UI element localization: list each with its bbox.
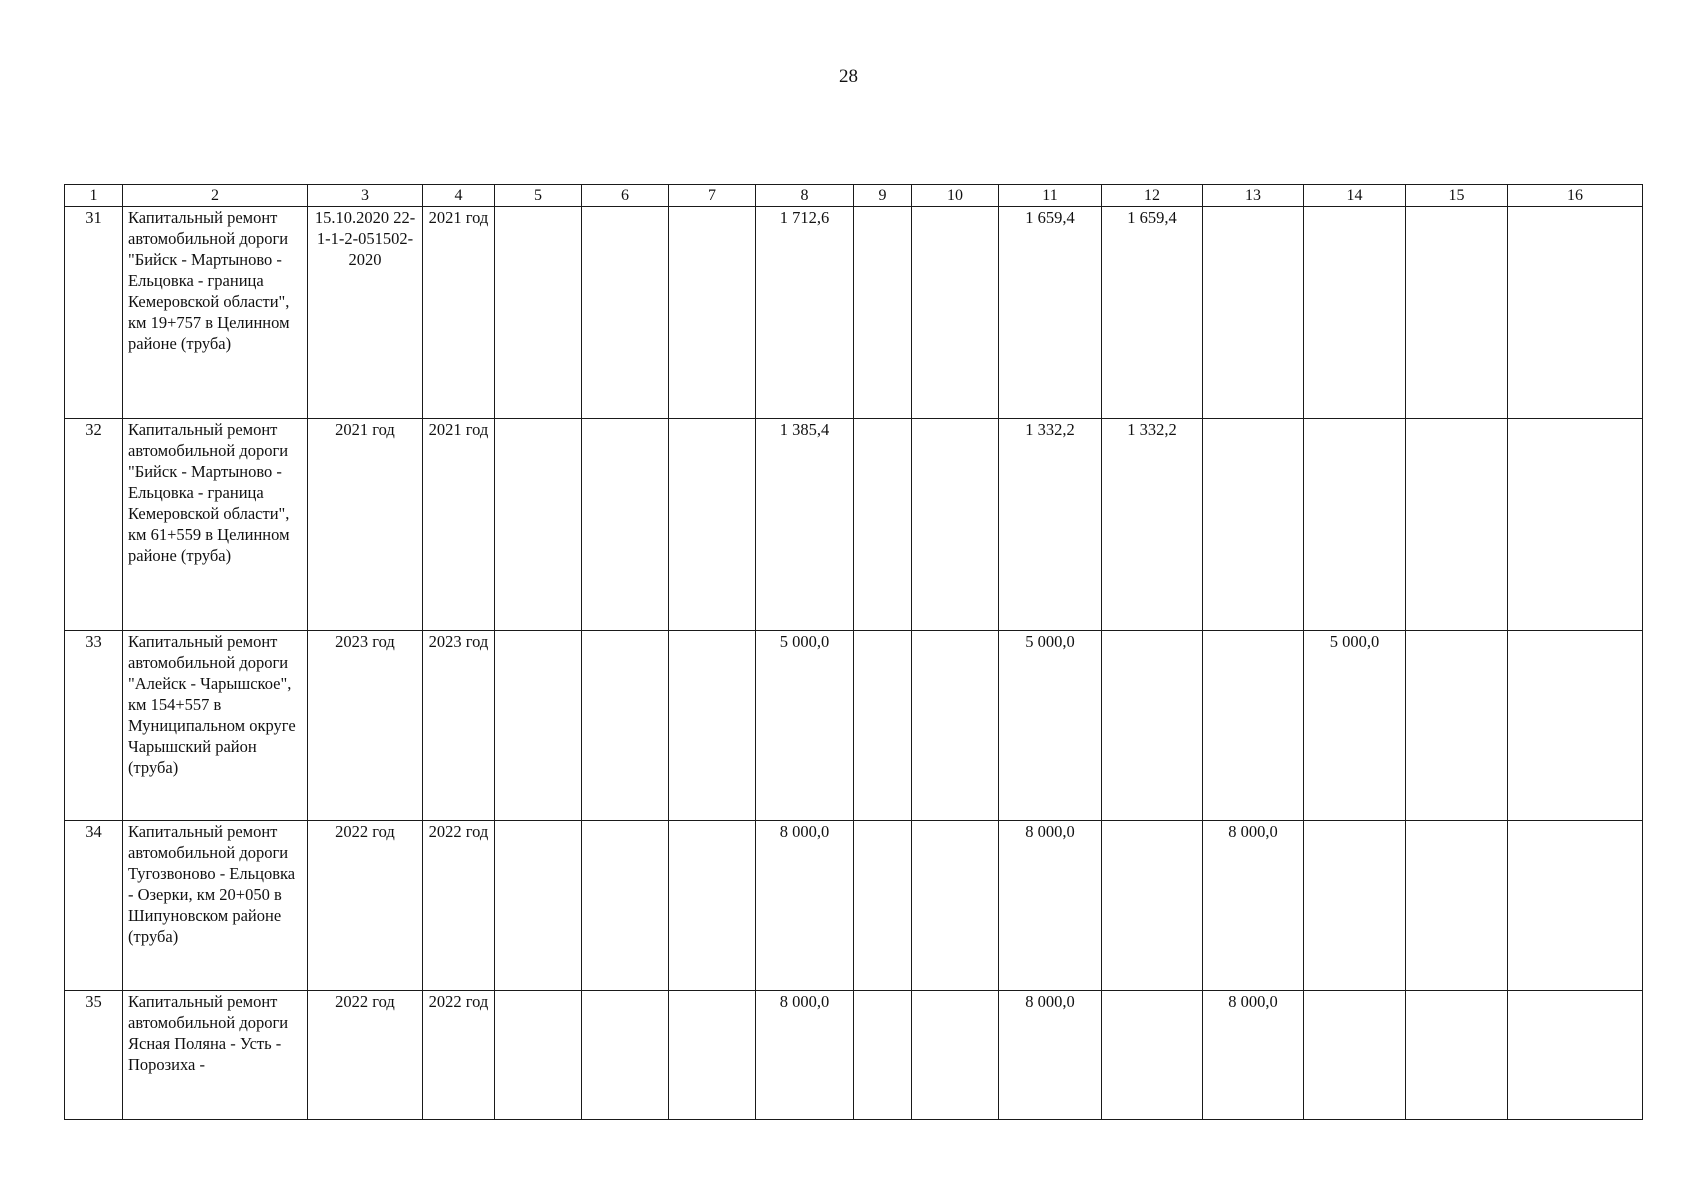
cell-col-15 [1406, 631, 1508, 821]
cell-col-7 [669, 991, 756, 1120]
cell-col-9 [854, 419, 912, 631]
cell-col-15 [1406, 419, 1508, 631]
column-header: 15 [1406, 185, 1508, 207]
row-number: 32 [65, 419, 123, 631]
cell-col-12: 1 659,4 [1102, 207, 1203, 419]
completion-year: 2022 год [423, 991, 495, 1120]
approval-date: 2021 год [308, 419, 423, 631]
cell-col-7 [669, 419, 756, 631]
column-header: 1 [65, 185, 123, 207]
data-table [64, 184, 1643, 1120]
column-header: 2 [123, 185, 308, 207]
cell-col-16 [1508, 631, 1643, 821]
cell-col-13 [1203, 207, 1304, 419]
cell-col-9 [854, 821, 912, 991]
cell-col-12 [1102, 991, 1203, 1120]
cell-col-11: 8 000,0 [999, 821, 1102, 991]
cell-col-10 [912, 207, 999, 419]
cell-col-5 [495, 419, 582, 631]
cell-col-5 [495, 631, 582, 821]
cell-col-14 [1304, 821, 1406, 991]
row-number: 34 [65, 821, 123, 991]
table-row [65, 419, 1643, 631]
cell-col-8: 5 000,0 [756, 631, 854, 821]
cell-col-10 [912, 419, 999, 631]
column-header: 6 [582, 185, 669, 207]
object-name: Капитальный ремонт автомобильной дороги "Бийск - Мартыново - Ельцовка - граница Кемеровской области", км 61+559 в Целинном районе (труба) [123, 419, 308, 631]
column-header: 11 [999, 185, 1102, 207]
cell-col-9 [854, 631, 912, 821]
cell-col-11: 1 332,2 [999, 419, 1102, 631]
cell-col-10 [912, 631, 999, 821]
column-header: 9 [854, 185, 912, 207]
cell-col-12 [1102, 631, 1203, 821]
cell-col-5 [495, 991, 582, 1120]
cell-col-5 [495, 207, 582, 419]
approval-date: 2023 год [308, 631, 423, 821]
row-number: 31 [65, 207, 123, 419]
page-number: 28 [839, 66, 858, 87]
cell-col-10 [912, 821, 999, 991]
column-header: 14 [1304, 185, 1406, 207]
column-header: 7 [669, 185, 756, 207]
cell-col-12: 1 332,2 [1102, 419, 1203, 631]
object-name: Капитальный ремонт автомобильной дороги Ясная Поляна - Усть - Порозиха - [123, 991, 308, 1120]
table-row [65, 821, 1643, 991]
cell-col-7 [669, 207, 756, 419]
table-row [65, 207, 1643, 419]
cell-col-6 [582, 991, 669, 1120]
cell-col-8: 1 385,4 [756, 419, 854, 631]
column-header: 13 [1203, 185, 1304, 207]
cell-col-15 [1406, 207, 1508, 419]
cell-col-13: 8 000,0 [1203, 991, 1304, 1120]
cell-col-15 [1406, 991, 1508, 1120]
cell-col-8: 8 000,0 [756, 821, 854, 991]
cell-col-11: 1 659,4 [999, 207, 1102, 419]
completion-year: 2021 год [423, 419, 495, 631]
cell-col-9 [854, 207, 912, 419]
cell-col-8: 1 712,6 [756, 207, 854, 419]
cell-col-14 [1304, 207, 1406, 419]
object-name: Капитальный ремонт автомобильной дороги Тугозвоново - Ельцовка - Озерки, км 20+050 в Шипуновском районе (труба) [123, 821, 308, 991]
approval-date: 2022 год [308, 821, 423, 991]
cell-col-6 [582, 631, 669, 821]
cell-col-6 [582, 821, 669, 991]
column-header: 16 [1508, 185, 1643, 207]
cell-col-6 [582, 419, 669, 631]
approval-date: 2022 год [308, 991, 423, 1120]
completion-year: 2021 год [423, 207, 495, 419]
cell-col-16 [1508, 821, 1643, 991]
cell-col-14: 5 000,0 [1304, 631, 1406, 821]
cell-col-12 [1102, 821, 1203, 991]
cell-col-10 [912, 991, 999, 1120]
cell-col-16 [1508, 419, 1643, 631]
table-header-row [65, 185, 1643, 207]
column-header: 8 [756, 185, 854, 207]
cell-col-13 [1203, 631, 1304, 821]
column-header: 5 [495, 185, 582, 207]
column-header: 4 [423, 185, 495, 207]
column-header: 12 [1102, 185, 1203, 207]
cell-col-13: 8 000,0 [1203, 821, 1304, 991]
cell-col-6 [582, 207, 669, 419]
table-row [65, 991, 1643, 1120]
column-header: 3 [308, 185, 423, 207]
cell-col-16 [1508, 207, 1643, 419]
column-header: 10 [912, 185, 999, 207]
object-name: Капитальный ремонт автомобильной дороги "Алейск - Чарышское", км 154+557 в Муниципальном округе Чарышский район (труба) [123, 631, 308, 821]
cell-col-15 [1406, 821, 1508, 991]
cell-col-14 [1304, 419, 1406, 631]
approval-date: 15.10.2020 22-1-1-2-051502-2020 [308, 207, 423, 419]
completion-year: 2022 год [423, 821, 495, 991]
cell-col-8: 8 000,0 [756, 991, 854, 1120]
row-number: 33 [65, 631, 123, 821]
cell-col-5 [495, 821, 582, 991]
cell-col-7 [669, 631, 756, 821]
row-number: 35 [65, 991, 123, 1120]
object-name: Капитальный ремонт автомобильной дороги "Бийск - Мартыново - Ельцовка - граница Кемеровской области", км 19+757 в Целинном районе (труба) [123, 207, 308, 419]
cell-col-7 [669, 821, 756, 991]
completion-year: 2023 год [423, 631, 495, 821]
cell-col-13 [1203, 419, 1304, 631]
cell-col-14 [1304, 991, 1406, 1120]
cell-col-16 [1508, 991, 1643, 1120]
cell-col-11: 8 000,0 [999, 991, 1102, 1120]
cell-col-11: 5 000,0 [999, 631, 1102, 821]
table-row [65, 631, 1643, 821]
cell-col-9 [854, 991, 912, 1120]
